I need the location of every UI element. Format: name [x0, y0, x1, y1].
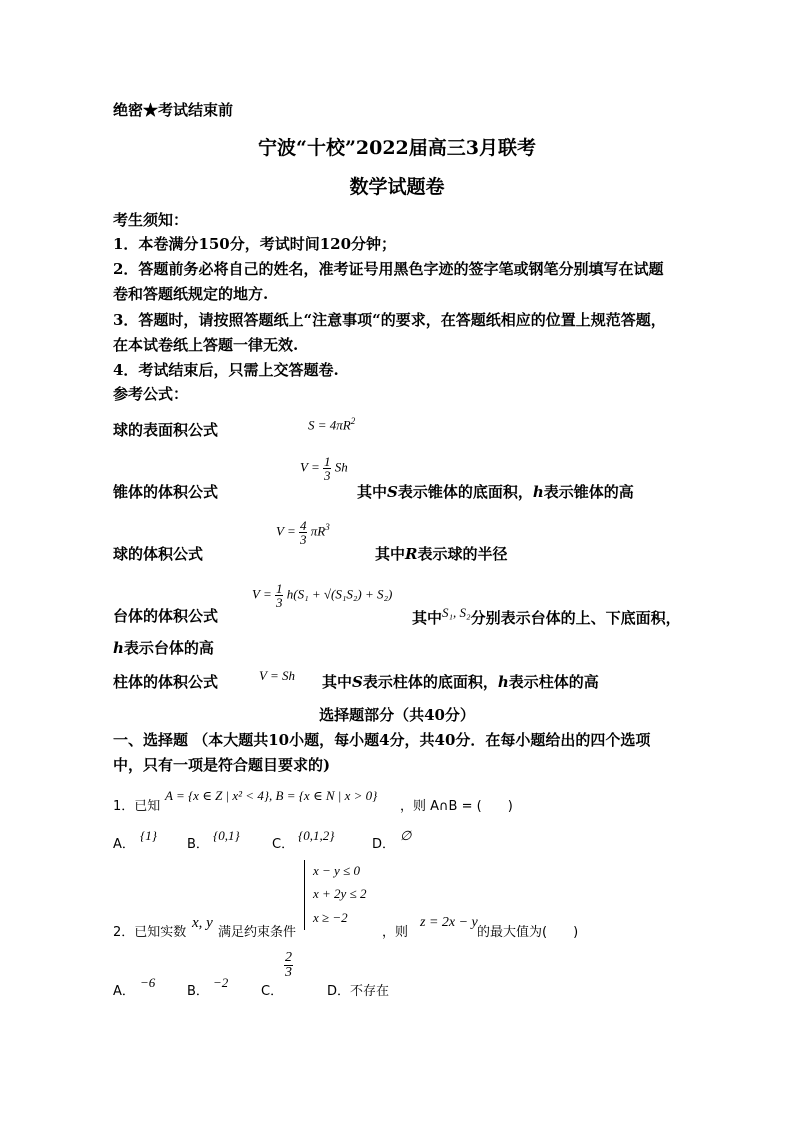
prism-note: 其中S表示柱体的底面积，h表示柱体的高 [322, 673, 599, 691]
notice-heading: 考生须知： [113, 211, 189, 229]
notice-item: 4．考试结束后，只需上交答题卷. [113, 361, 339, 379]
q1-option-b-label: B． [187, 837, 209, 852]
sphere-area-formula: $S = 4\pi R^2$ [308, 416, 356, 433]
question-2-vars: x, y [192, 915, 213, 931]
q2-option-c: $\frac{2}{3}$ [285, 950, 292, 980]
question-2-suffix: 的最大值为( ) [477, 925, 579, 940]
exam-title: 宁波“十校”2022届高三3月联考 [258, 137, 536, 159]
notice-item: 2．答题前务必将自己的姓名，准考证号用黑色字迹的签字笔或钢笔分别填写在试题 [113, 260, 664, 278]
q2-option-b-label: B． [187, 984, 209, 999]
question-1-prefix: 1．已知 [113, 799, 161, 814]
section-intro: 一、选择题 （本大题共10小题，每小题4分，共40分．在每小题给出的四个选项 [113, 731, 651, 749]
cone-note: 其中S表示锥体的底面积，h表示锥体的高 [357, 483, 634, 501]
q2-option-d: D．不存在 [327, 984, 390, 999]
prism-formula: V = Sh [259, 668, 295, 683]
frustum-note: 其中S₁, S₂分别表示台体的上、下底面积， [412, 605, 681, 627]
frustum-label: 台体的体积公式 [113, 607, 219, 625]
sphere-vol-label: 球的体积公式 [113, 545, 204, 563]
q1-option-d-label: D． [372, 837, 396, 852]
formula-heading: 参考公式： [113, 385, 189, 403]
question-2-mid: 满足约束条件 [218, 925, 297, 940]
cone-label: 锥体的体积公式 [113, 483, 219, 501]
notice-item: 3．答题时，请按照答题纸上“注意事项“的要求，在答题纸相应的位置上规范答题， [113, 311, 666, 329]
notice-item: 1．本卷满分150分，考试时间120分钟； [113, 235, 397, 253]
constraint-3: x ≥ −2 [313, 910, 348, 925]
question-1-sets: A = {x ∈ Z | x² < 4}, B = {x ∈ N | x > 0} [165, 788, 378, 803]
q1-option-a: {1} [140, 828, 157, 843]
section-intro-2: 中，只有一项是符合题目要求的) [113, 756, 331, 774]
q1-option-b: {0,1} [213, 828, 240, 843]
question-2-then: ，则 [382, 925, 409, 940]
q2-option-b: −2 [213, 975, 229, 990]
q1-option-d: ∅ [400, 828, 412, 843]
frustum-note-line2: h表示台体的高 [113, 639, 214, 657]
question-2-prefix: 2．已知实数 [113, 925, 187, 940]
secret-label: 绝密★考试结束前 [113, 101, 234, 119]
sphere-vol-note: 其中R表示球的半径 [375, 545, 508, 563]
constraint-2: x + 2y ≤ 2 [313, 886, 367, 901]
q2-option-c-label: C． [261, 984, 284, 999]
frustum-formula: V = $\frac{1}{3}$ h(S₁ + √(S₁S₂) + S₂) [252, 581, 393, 610]
question-1-suffix: ，则 A∩B = ( ) [400, 799, 513, 814]
q2-option-a: −6 [140, 975, 156, 990]
constraint-brace [304, 860, 305, 930]
cone-formula: V = $\frac{1}{3}$ Sh [300, 454, 348, 483]
section-title: 选择题部分（共40分） [319, 706, 475, 724]
q1-option-a-label: A． [113, 837, 135, 852]
q1-option-c-label: C． [272, 837, 295, 852]
question-2-expr: z = 2x − y [420, 915, 478, 930]
prism-label: 柱体的体积公式 [113, 673, 219, 691]
notice-item: 卷和答题纸规定的地方. [113, 285, 269, 303]
notice-item: 在本试卷纸上答题一律无效. [113, 336, 299, 354]
constraint-1: x − y ≤ 0 [313, 863, 360, 878]
sphere-area-label: 球的表面积公式 [113, 421, 219, 439]
sphere-vol-formula: V = $\frac{4}{3}$ $\pi R^3$ [276, 518, 330, 547]
exam-subtitle: 数学试题卷 [349, 176, 445, 198]
q1-option-c: {0,1,2} [298, 828, 335, 843]
q2-option-a-label: A． [113, 984, 135, 999]
